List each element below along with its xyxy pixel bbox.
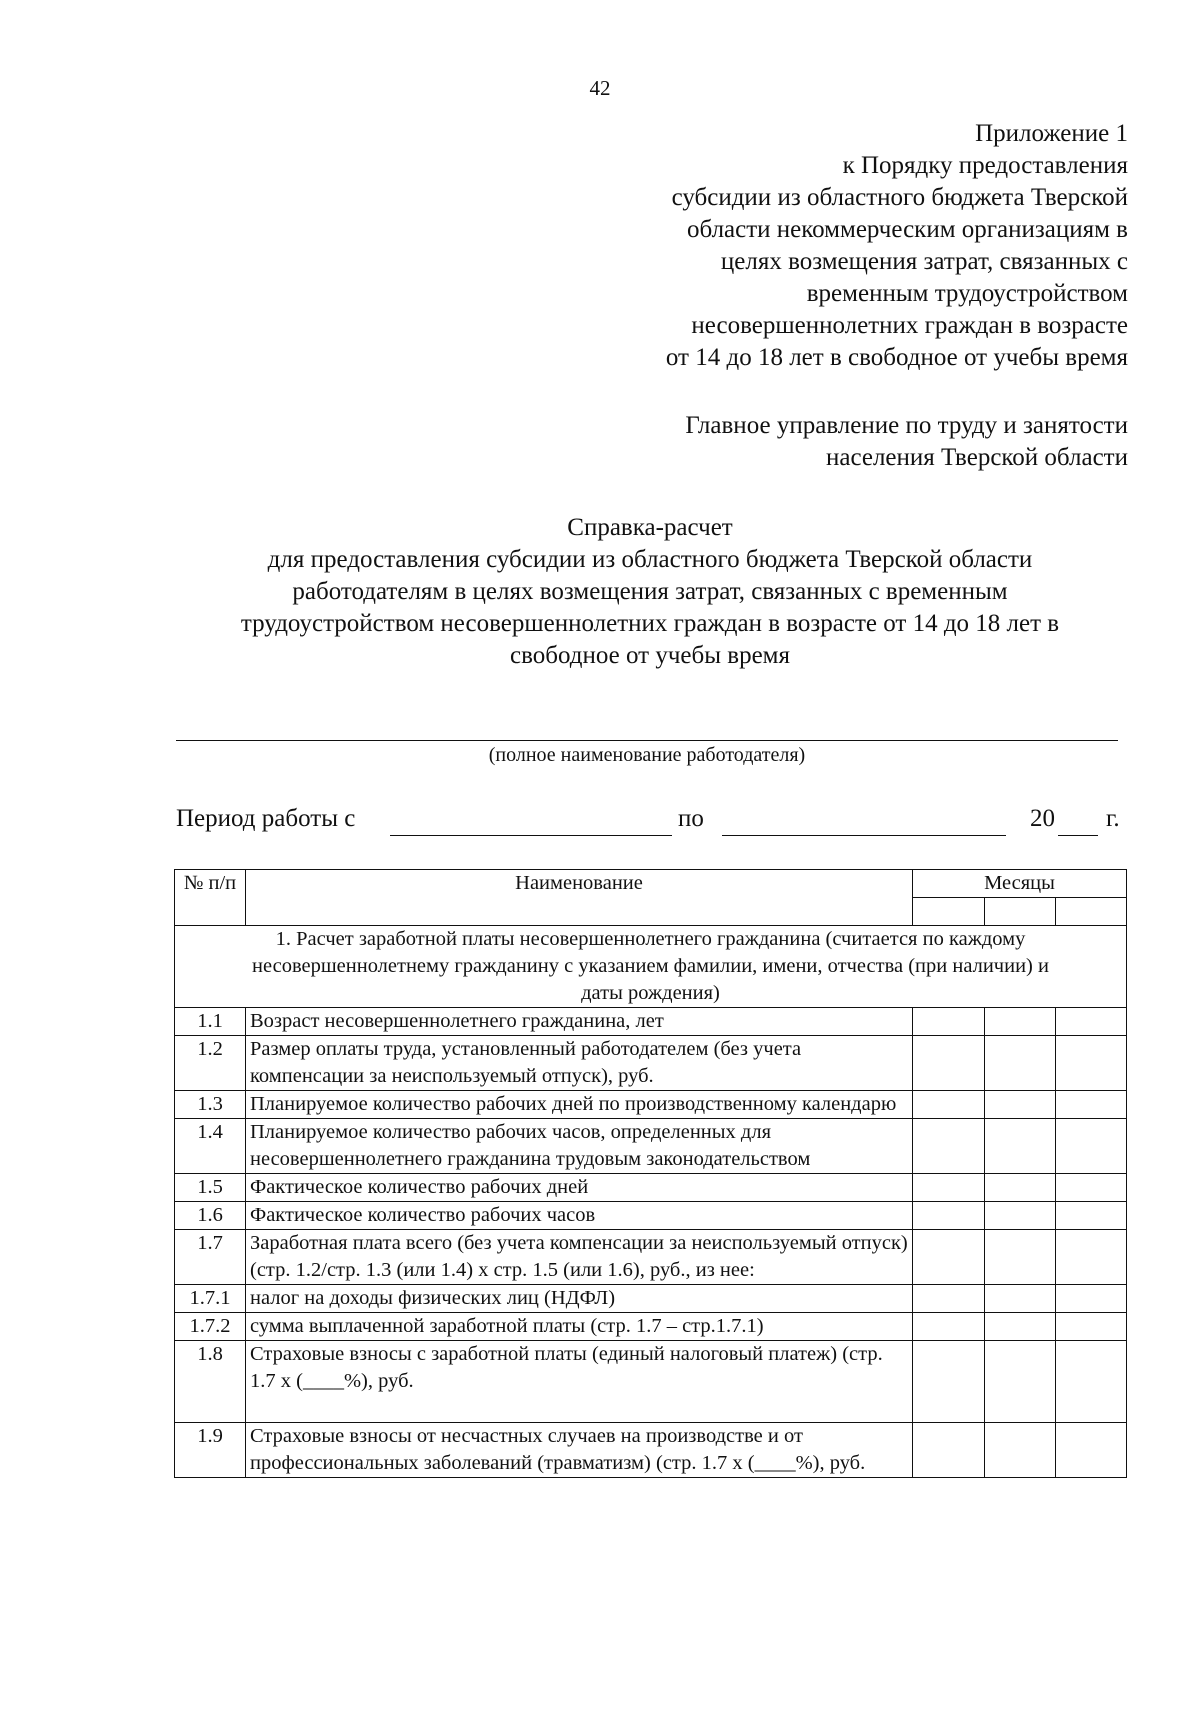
month-value-cell[interactable] bbox=[985, 1202, 1056, 1230]
title-line: трудоустройством несовершеннолетних граждан в возрасте от 14 до 18 лет в bbox=[240, 610, 1060, 637]
authority-line: Главное управление по труду и занятости bbox=[685, 412, 1128, 439]
month-value-cell[interactable] bbox=[1056, 1341, 1127, 1423]
month-value-cell[interactable] bbox=[913, 1285, 985, 1313]
row-name: Планируемое количество рабочих часов, определенных для несовершеннолетнего гражданина трудовым законодательством bbox=[246, 1119, 913, 1174]
month-value-cell[interactable] bbox=[913, 1423, 985, 1478]
work-period bbox=[176, 802, 1126, 836]
month-value-cell[interactable] bbox=[1056, 1230, 1127, 1285]
header-number: № п/п bbox=[175, 870, 246, 926]
month-value-cell[interactable] bbox=[913, 1341, 985, 1423]
row-name: Страховые взносы от несчастных случаев на производстве и от профессиональных заболеваний (травматизм) (стр. 1.7 х (____%), руб. bbox=[246, 1423, 913, 1478]
period-start-field[interactable] bbox=[390, 835, 672, 836]
authority-line: населения Тверской области bbox=[825, 444, 1128, 471]
row-number: 1.9 bbox=[175, 1423, 246, 1478]
appendix-line: к Порядку предоставления bbox=[842, 152, 1128, 179]
row-number: 1.6 bbox=[175, 1202, 246, 1230]
month-value-cell[interactable] bbox=[1056, 1285, 1127, 1313]
row-name: Планируемое количество рабочих дней по производственному календарю bbox=[246, 1091, 913, 1119]
month-value-cell[interactable] bbox=[913, 1008, 985, 1036]
employer-caption: (полное наименование работодателя) bbox=[488, 744, 806, 766]
employer-name-field[interactable] bbox=[176, 740, 1118, 741]
appendix-line: целях возмещения затрат, связанных с bbox=[720, 248, 1128, 275]
month-value-cell[interactable] bbox=[985, 1119, 1056, 1174]
appendix-line: Приложение 1 bbox=[975, 120, 1128, 147]
month-value-cell[interactable] bbox=[985, 1036, 1056, 1091]
month-value-cell[interactable] bbox=[913, 1313, 985, 1341]
table-row bbox=[175, 1091, 1127, 1119]
table-row bbox=[175, 1202, 1127, 1230]
row-number: 1.3 bbox=[175, 1091, 246, 1119]
month-value-cell[interactable] bbox=[985, 1091, 1056, 1119]
row-number: 1.1 bbox=[175, 1008, 246, 1036]
document-title bbox=[170, 512, 1130, 672]
row-name: Фактическое количество рабочих часов bbox=[246, 1202, 913, 1230]
month-value-cell[interactable] bbox=[1056, 1423, 1127, 1478]
month-value-cell[interactable] bbox=[913, 1091, 985, 1119]
month-value-cell[interactable] bbox=[1056, 1036, 1127, 1091]
month-value-cell[interactable] bbox=[1056, 1091, 1127, 1119]
row-number: 1.7 bbox=[175, 1230, 246, 1285]
month-value-cell[interactable] bbox=[1056, 1174, 1127, 1202]
header-months: Месяцы bbox=[913, 870, 1127, 898]
period-end-field[interactable] bbox=[722, 835, 1006, 836]
title-line: работодателям в целях возмещения затрат, связанных с временным bbox=[292, 578, 1008, 605]
month-value-cell[interactable] bbox=[985, 1341, 1056, 1423]
month-value-cell[interactable] bbox=[985, 1313, 1056, 1341]
row-number: 1.4 bbox=[175, 1119, 246, 1174]
row-name: сумма выплаченной заработной платы (стр. 1.7 – стр.1.7.1) bbox=[246, 1313, 913, 1341]
row-name: Фактическое количество рабочих дней bbox=[246, 1174, 913, 1202]
appendix-line: субсидии из областного бюджета Тверской bbox=[671, 184, 1128, 211]
table-row bbox=[175, 1119, 1127, 1174]
addressee-authority bbox=[568, 410, 1128, 474]
month-value-cell[interactable] bbox=[913, 1036, 985, 1091]
table-row bbox=[175, 1036, 1127, 1091]
table-row bbox=[175, 1423, 1127, 1478]
row-number: 1.5 bbox=[175, 1174, 246, 1202]
header-name: Наименование bbox=[246, 870, 913, 926]
row-number: 1.7.2 bbox=[175, 1313, 246, 1341]
month-value-cell[interactable] bbox=[985, 1174, 1056, 1202]
period-year-field[interactable] bbox=[1058, 835, 1098, 836]
title-line: свободное от учебы время bbox=[510, 642, 790, 669]
table-row bbox=[175, 1230, 1127, 1285]
section-title: 1. Расчет заработной платы несовершеннолетнего гражданина (считается по каждому несовершеннолетнему гражданину с указанием фамилии, имени, отчества (при наличии) и даты рождения) bbox=[175, 926, 1127, 1008]
row-name: Заработная плата всего (без учета компенсации за неиспользуемый отпуск) (стр. 1.2/стр. 1.3 (или 1.4) х стр. 1.5 (или 1.6), руб., из нее: bbox=[246, 1230, 913, 1285]
month-value-cell[interactable] bbox=[1056, 1202, 1127, 1230]
appendix-line: от 14 до 18 лет в свободное от учебы время bbox=[665, 344, 1128, 371]
row-name: налог на доходы физических лиц (НДФЛ) bbox=[246, 1285, 913, 1313]
month-value-cell[interactable] bbox=[1056, 1119, 1127, 1174]
appendix-line: области некоммерческим организациям в bbox=[686, 216, 1128, 243]
month-value-cell[interactable] bbox=[913, 1119, 985, 1174]
calculation-table bbox=[174, 869, 1127, 1478]
section-row bbox=[175, 926, 1127, 1008]
period-label: Период работы с bbox=[176, 805, 356, 832]
month-value-cell[interactable] bbox=[913, 1202, 985, 1230]
period-year-suffix: г. bbox=[1106, 805, 1120, 832]
month-value-cell[interactable] bbox=[1056, 1008, 1127, 1036]
row-number: 1.2 bbox=[175, 1036, 246, 1091]
month-value-cell[interactable] bbox=[913, 1174, 985, 1202]
period-to-label: по bbox=[678, 805, 704, 832]
row-name: Страховые взносы с заработной платы (единый налоговый платеж) (стр. 1.7 х (____%), руб. bbox=[246, 1341, 913, 1423]
appendix-reference bbox=[568, 118, 1128, 374]
table-header-row bbox=[175, 870, 1127, 898]
row-name: Возраст несовершеннолетнего гражданина, лет bbox=[246, 1008, 913, 1036]
page-number: 42 bbox=[589, 76, 611, 100]
month-value-cell[interactable] bbox=[985, 1423, 1056, 1478]
table-row bbox=[175, 1313, 1127, 1341]
table-row bbox=[175, 1341, 1127, 1423]
row-number: 1.8 bbox=[175, 1341, 246, 1423]
month-value-cell[interactable] bbox=[985, 1008, 1056, 1036]
row-number: 1.7.1 bbox=[175, 1285, 246, 1313]
month-value-cell[interactable] bbox=[985, 1230, 1056, 1285]
period-year-prefix: 20 bbox=[1030, 805, 1055, 832]
month-header-cell[interactable] bbox=[985, 898, 1056, 926]
month-header-cell[interactable] bbox=[913, 898, 985, 926]
month-value-cell[interactable] bbox=[1056, 1313, 1127, 1341]
table-row bbox=[175, 1174, 1127, 1202]
title-line: для предоставления субсидии из областного бюджета Тверской области bbox=[267, 546, 1033, 573]
title-heading: Справка-расчет bbox=[567, 514, 733, 541]
month-header-cell[interactable] bbox=[1056, 898, 1127, 926]
appendix-line: несовершеннолетних граждан в возрасте bbox=[691, 312, 1128, 339]
row-name: Размер оплаты труда, установленный работодателем (без учета компенсации за неиспользуемый отпуск), руб. bbox=[246, 1036, 913, 1091]
table-row bbox=[175, 1285, 1127, 1313]
appendix-line: временным трудоустройством bbox=[806, 280, 1128, 307]
table-row bbox=[175, 1008, 1127, 1036]
month-value-cell[interactable] bbox=[985, 1285, 1056, 1313]
month-value-cell[interactable] bbox=[913, 1230, 985, 1285]
